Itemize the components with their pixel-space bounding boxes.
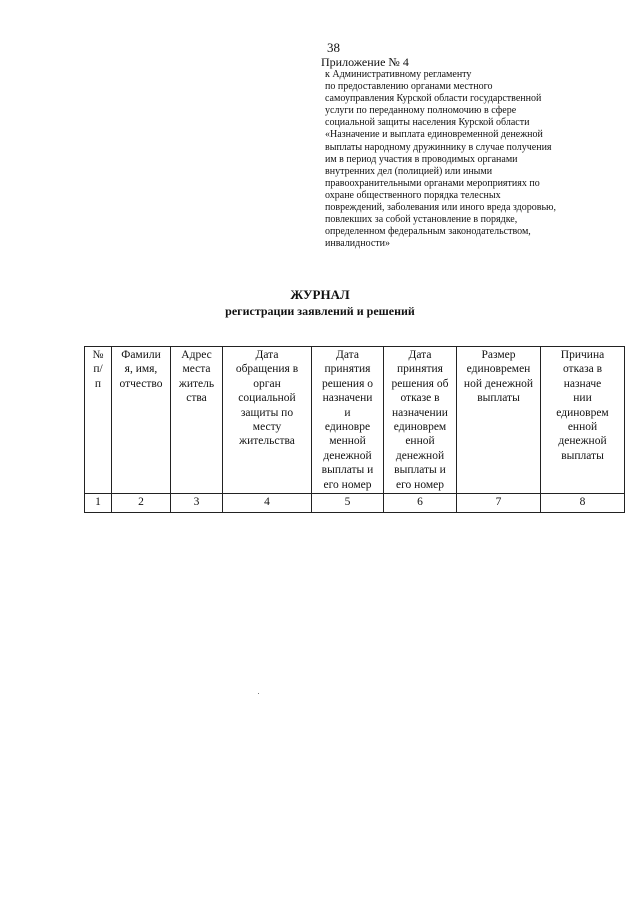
column-number-row	[85, 494, 625, 513]
column-header: Дата обращения в орган социальной защиты по месту жительства	[223, 347, 312, 494]
register-table	[84, 346, 625, 513]
journal-title: ЖУРНАЛ	[290, 287, 350, 302]
column-header: Причина отказа в назначе нии единоврем енной денежной выплаты	[541, 347, 625, 494]
column-number: 7	[457, 494, 541, 513]
column-header: Фамили я, имя, отчество	[112, 347, 171, 494]
column-number: 6	[384, 494, 457, 513]
column-number: 2	[112, 494, 171, 513]
column-number: 5	[312, 494, 384, 513]
journal-subtitle: регистрации заявлений и решений	[225, 304, 415, 318]
scan-speck	[258, 693, 259, 694]
column-header: Дата принятия решения об отказе в назначении единоврем енной денежной выплаты и его номер	[384, 347, 457, 494]
column-header: Размер единовремен ной денежной выплаты	[457, 347, 541, 494]
column-number: 4	[223, 494, 312, 513]
page-number: 38	[327, 40, 340, 55]
appendix-text: к Административному регламенту по предоставлению органами местного самоуправления Курской области государственной услуги по переданному полномочию в сфере социальной защиты населения Курской области «Назначение и выплата единовременной денежной выплаты народному дружиннику в случае получения им в период участия в проводимых органами внутренних дел (полицией) или иными правоохранительными органами мероприятиях по охране общественного порядка телесных повреждений, заболевания или иного вреда здоровью, повлекших за собой установление в порядке, определенном федеральным законодательством, инвалидности»	[325, 69, 557, 250]
column-number: 1	[85, 494, 112, 513]
appendix-label: Приложение № 4	[321, 55, 409, 69]
column-header: Адрес места житель ства	[171, 347, 223, 494]
column-number: 8	[541, 494, 625, 513]
column-header: № п/ п	[85, 347, 112, 494]
column-header: Дата принятия решения о назначени и единовре менной денежной выплаты и его номер	[312, 347, 384, 494]
table-header-row	[85, 347, 625, 494]
column-number: 3	[171, 494, 223, 513]
